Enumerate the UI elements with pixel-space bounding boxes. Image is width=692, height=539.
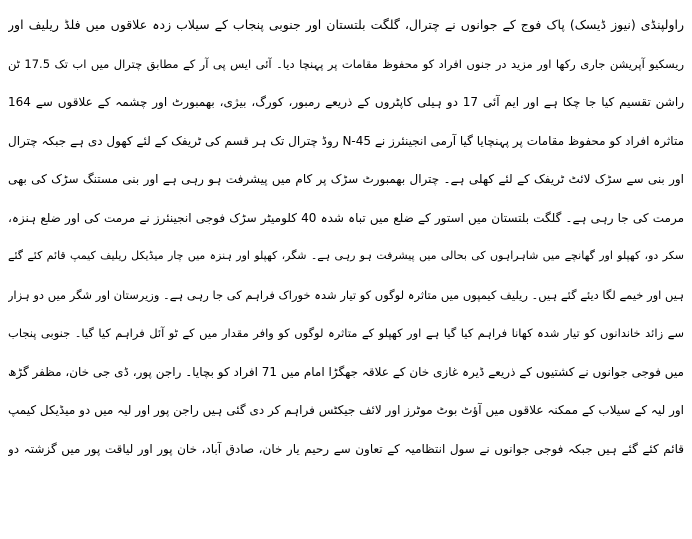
article-line: مرمت کی جا رہی ہے۔ گلگت بلتستان میں استور کے ضلع میں تباہ شدہ 40 کلومیٹر سڑک فوجی انجینئرز نے مرمت کی اور ضلع ہنزہ،	[8, 210, 684, 225]
article-line: اور لیہ کے سیلاب کے ممکنہ علاقوں میں آؤٹ بوٹ موٹرز اور لائف جیکٹس فراہم کر دی گئی ہیں راجن پور اور لیہ میں دو میڈیکل کیمپ	[8, 403, 684, 417]
article-line: سے زائد خاندانوں کو تیار شدہ کھانا فراہم کیا گیا ہے اور کھپلو کے متاثرہ لوگوں کو وافر مقدار میں کے ٹو آئل فراہم کیا گیا۔ جنوبی پنجاب	[8, 326, 684, 340]
article-line: ریسکیو آپریشن جاری رکھا اور مزید در جنوں افراد کو محفوظ مقامات پر پہنچا دیا۔ آئی ایس پی آر کے مطابق چترال میں اب تک 17.5 ٹن	[8, 56, 684, 71]
article-line: اور بنی سے سڑک لائٹ ٹریفک کے لئے کھلی ہے۔ چترال بھمبورٹ سڑک پر کام میں پیشرفت ہو رہی ہے اور بنی مستنگ سڑک کی بھی	[8, 172, 684, 186]
article-line: میں فوجی جوانوں نے کشتیوں کے ذریعے ڈیرہ غازی خان کے علاقہ جھگڑا امام میں 71 افراد کو بچایا۔ راجن پور، ڈی جی خان، مظفر گڑھ	[8, 364, 684, 379]
article-line: سکر دو، کھپلو اور گھانچے میں شاہراہوں کی بحالی میں پیشرفت ہو رہی ہے۔ شگر، کھپلو اور ہنزہ میں چار میڈیکل ریلیف کیمپ قائم کئے گئے	[8, 249, 684, 262]
article-line: متاثرہ افراد کو محفوظ مقامات پر پہنچایا گیا آرمی انجینئرز نے N-45 روڈ چترال تک ہر قسم کی ٹریفک کے لئے کھول دی ہے جبکہ چترال	[8, 133, 684, 148]
news-article	[8, 6, 684, 539]
article-line: راشن تقسیم کیا جا چکا ہے اور ایم آئی 17 دو ہیلی کاپٹروں کے ذریعے رمبور، کورگ، بیژی، بھمبورٹ اور چشمہ کے علاقوں سے 164	[8, 95, 684, 109]
article-line: راولپنڈی (نیوز ڈیسک) پاک فوج کے جوانوں نے چترال، گلگت بلتستان اور جنوبی پنجاب کے سیلاب زدہ علاقوں میں فلڈ ریلیف اور	[8, 17, 684, 32]
article-line: ہیں اور خیمے لگا دیئے گئے ہیں۔ ریلیف کیمپوں میں متاثرہ لوگوں کو تیار شدہ خوراک فراہم کی جا رہی ہے۔ وزیرستان اور شگر میں دو ہزار	[8, 287, 684, 302]
article-line: قائم کئے گئے ہیں جبکہ فوجی جوانوں نے سول انتظامیہ کے تعاون سے رحیم یار خان، صادق آباد، خان پور اور لیاقت پور میں گزشتہ دو	[8, 441, 684, 456]
